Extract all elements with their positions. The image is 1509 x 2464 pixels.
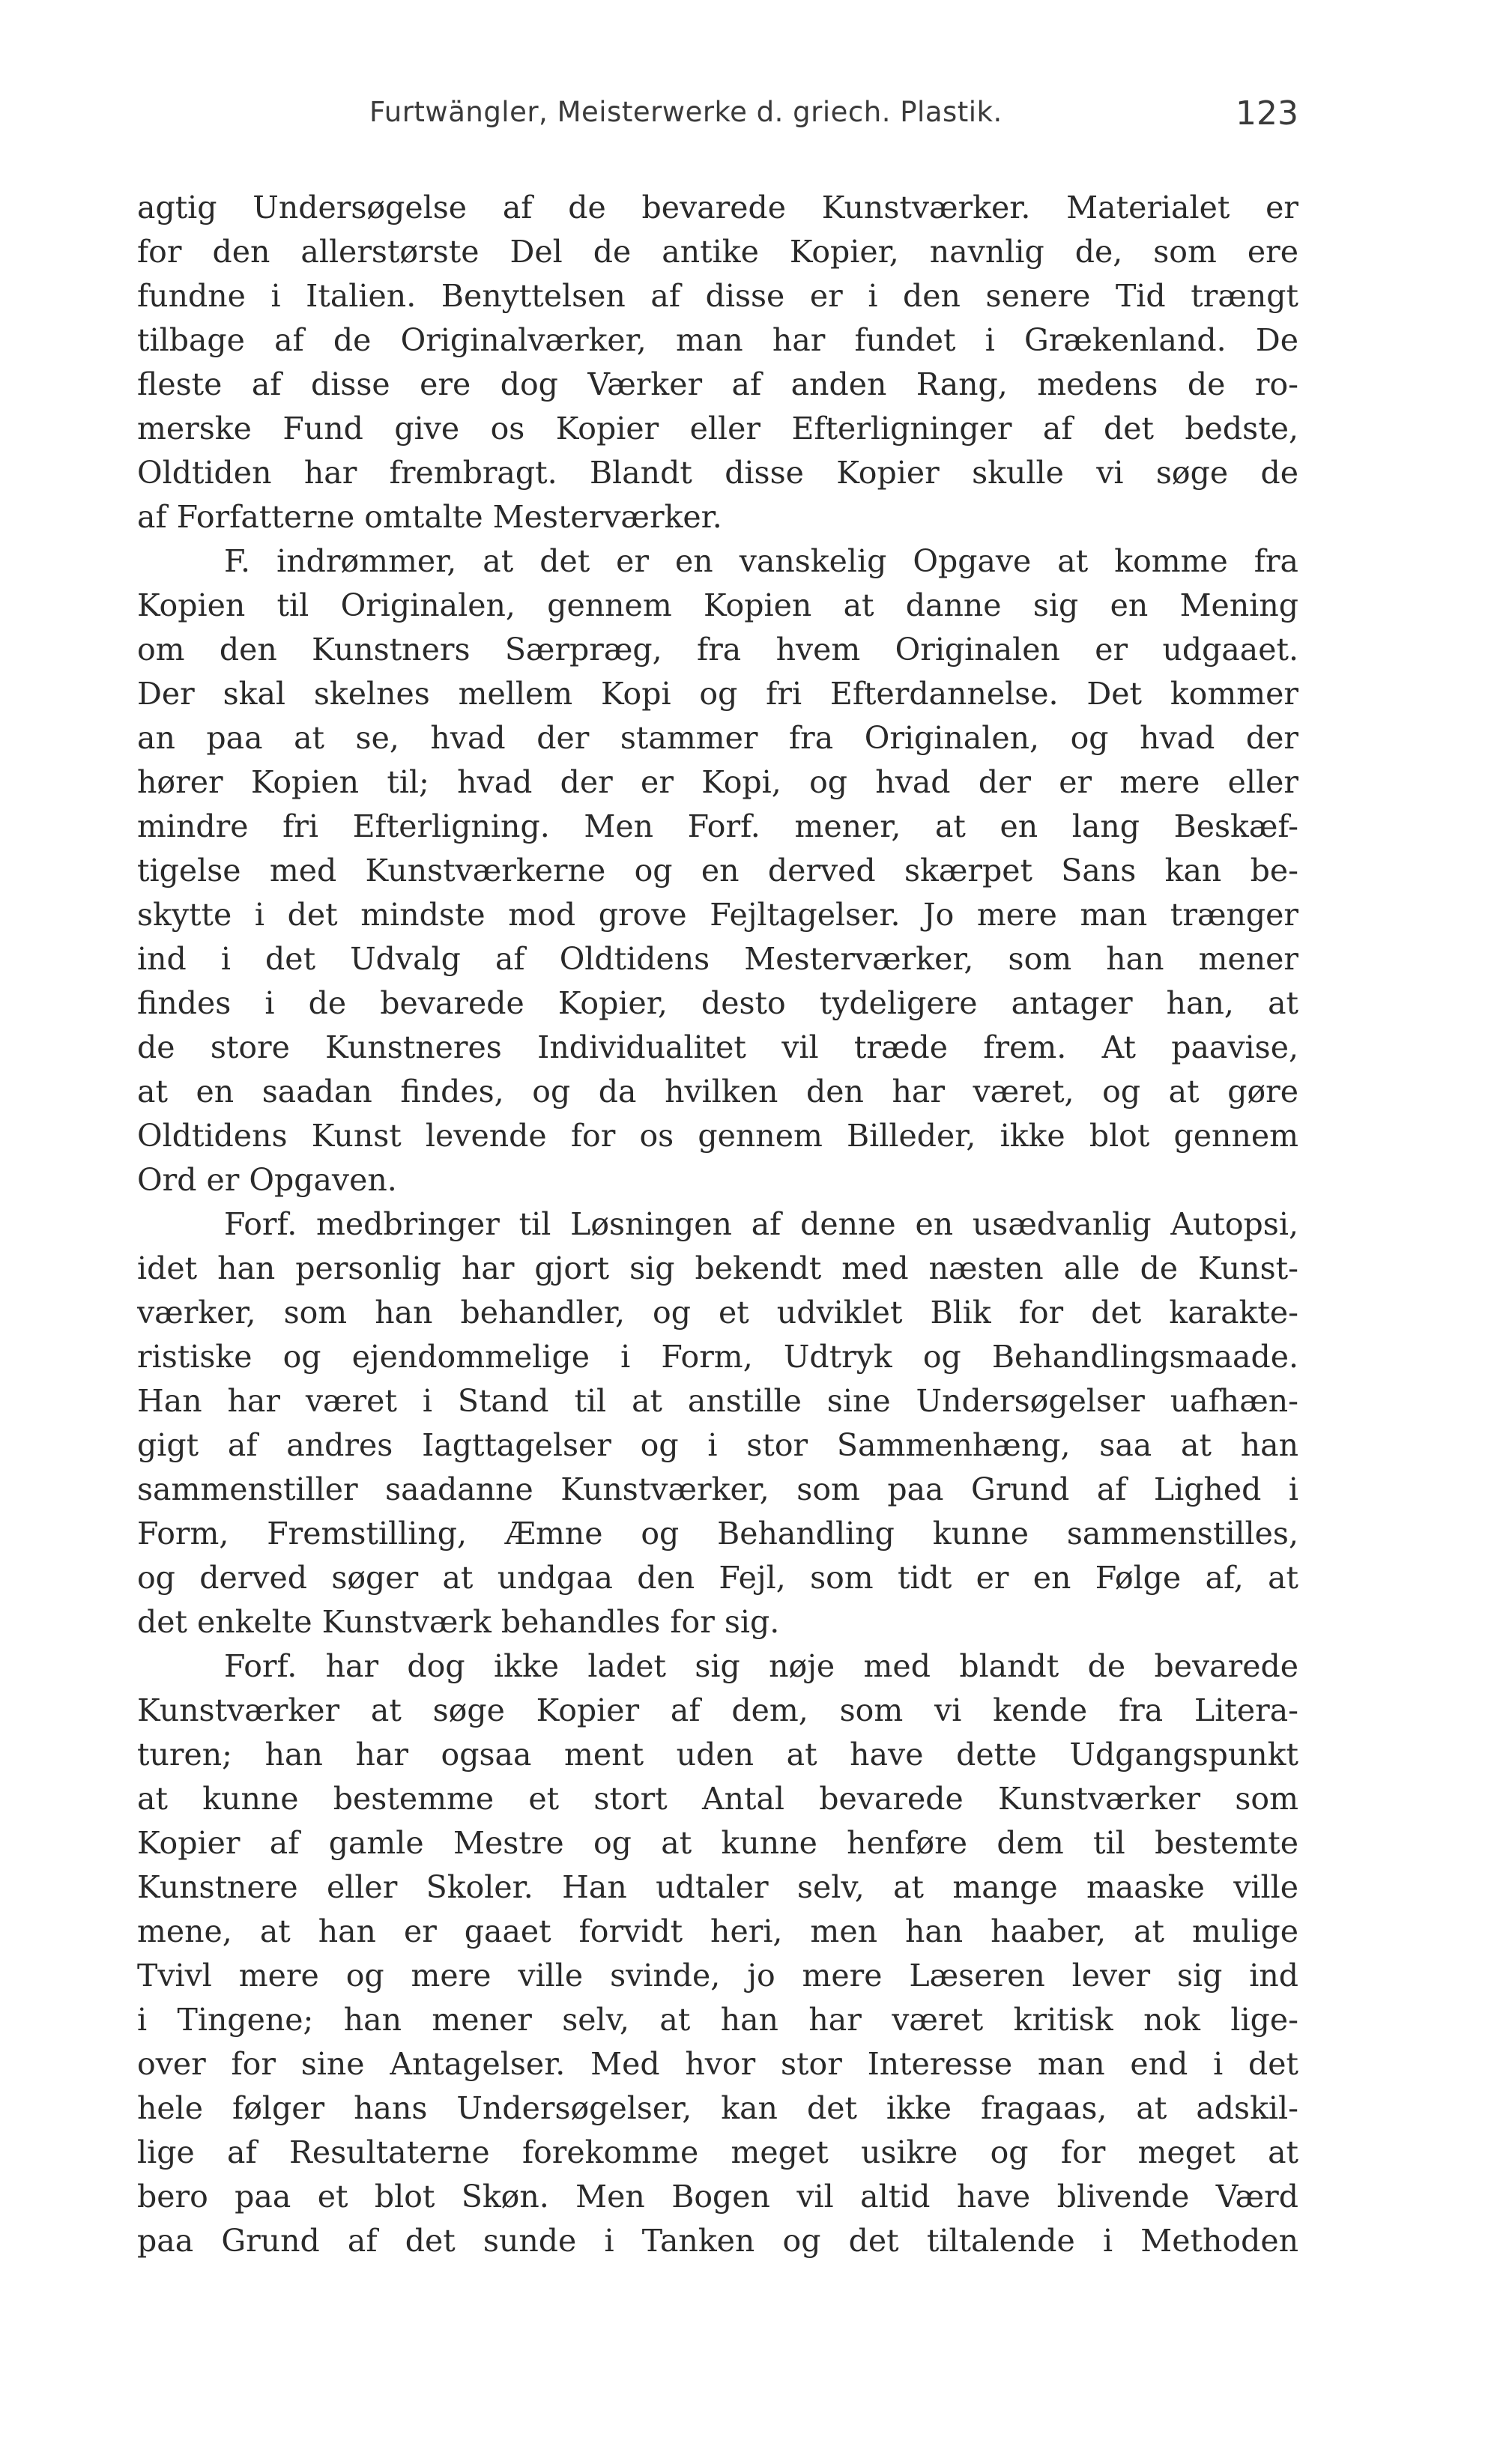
text-line: bero paa et blot Skøn. Men Bogen vil altid have blivende Værd <box>137 2179 1298 2215</box>
text-line: Forf. medbringer til Løsningen af denne en usædvanlig Autopsi, <box>224 1206 1298 1242</box>
text-line: Der skal skelnes mellem Kopi og fri Efterdannelse. Det kommer <box>137 676 1298 712</box>
text-line: tilbage af de Originalværker, man har fundet i Grækenland. De <box>137 322 1298 358</box>
text-line: Kopien til Originalen, gennem Kopien at danne sig en Mening <box>137 587 1298 623</box>
text-line: i Tingene; han mener selv, at han har været kritisk nok lige- <box>137 2002 1298 2038</box>
text-line: Ord er Opgaven. <box>137 1162 397 1198</box>
text-line: gigt af andres Iagttagelser og i stor Sammenhæng, saa at han <box>137 1427 1298 1463</box>
text-line: paa Grund af det sunde i Tanken og det tiltalende i Methoden <box>137 2223 1298 2259</box>
text-line: Oldtiden har frembragt. Blandt disse Kopier skulle vi søge de <box>137 455 1298 491</box>
text-line: at kunne bestemme et stort Antal bevarede Kunstværker som <box>137 1781 1298 1817</box>
text-line: værker, som han behandler, og et udviklet Blik for det karakte- <box>137 1295 1298 1331</box>
running-head <box>137 96 1298 141</box>
text-line: for den allerstørste Del de antike Kopier, navnlig de, som ere <box>137 234 1298 270</box>
text-line: an paa at se, hvad der stammer fra Originalen, og hvad der <box>137 720 1298 756</box>
text-line: Kopier af gamle Mestre og at kunne henføre dem til bestemte <box>137 1825 1298 1861</box>
text-line: og derved søger at undgaa den Fejl, som tidt er en Følge af, at <box>137 1560 1298 1596</box>
text-line: fundne i Italien. Benyttelsen af disse er i den senere Tid trængt <box>137 278 1298 314</box>
text-line: tigelse med Kunstværkerne og en derved skærpet Sans kan be- <box>137 853 1298 889</box>
text-line: Forf. har dog ikke ladet sig nøje med blandt de bevarede <box>224 1648 1298 1684</box>
text-line: ristiske og ejendommelige i Form, Udtryk og Behandlingsmaade. <box>137 1339 1298 1375</box>
text-line: idet han personlig har gjort sig bekendt med næsten alle de Kunst- <box>137 1250 1298 1286</box>
text-line: agtig Undersøgelse af de bevarede Kunstværker. Materialet er <box>137 190 1298 225</box>
text-line: mindre fri Efterligning. Men Forf. mener, at en lang Beskæf- <box>137 808 1298 844</box>
text-line: fleste af disse ere dog Værker af anden Rang, medens de ro- <box>137 366 1298 402</box>
text-line: det enkelte Kunstværk behandles for sig. <box>137 1604 780 1640</box>
page-number: 123 <box>1236 94 1298 133</box>
text-line: turen; han har ogsaa ment uden at have dette Udgangspunkt <box>137 1737 1298 1773</box>
text-line: Kunstnere eller Skoler. Han udtaler selv, at mange maaske ville <box>137 1869 1298 1905</box>
text-line: Oldtidens Kunst levende for os gennem Billeder, ikke blot gennem <box>137 1118 1298 1154</box>
text-line: sammenstiller saadanne Kunstværker, som paa Grund af Lighed i <box>137 1471 1298 1507</box>
text-line: merske Fund give os Kopier eller Efterligninger af det bedste, <box>137 411 1298 447</box>
text-line: skytte i det mindste mod grove Fejltagelser. Jo mere man trænger <box>137 897 1298 933</box>
text-line: om den Kunstners Særpræg, fra hvem Originalen er udgaaet. <box>137 632 1298 668</box>
text-line: at en saadan findes, og da hvilken den har været, og at gøre <box>137 1074 1298 1110</box>
text-line: Tvivl mere og mere ville svinde, jo mere Læseren lever sig ind <box>137 1958 1298 1994</box>
text-line: findes i de bevarede Kopier, desto tydeligere antager han, at <box>137 985 1298 1021</box>
text-line: lige af Resultaterne forekomme meget usikre og for meget at <box>137 2134 1298 2170</box>
text-line: mene, at han er gaaet forvidt heri, men han haaber, at mulige <box>137 1913 1298 1949</box>
text-line: Form, Fremstilling, Æmne og Behandling kunne sammenstilles, <box>137 1516 1298 1552</box>
text-line: F. indrømmer, at det er en vanskelig Opgave at komme fra <box>224 543 1298 579</box>
text-line: de store Kunstneres Individualitet vil træde frem. At paavise, <box>137 1029 1298 1065</box>
text-line: Kunstværker at søge Kopier af dem, som vi kende fra Litera- <box>137 1692 1298 1728</box>
text-line: over for sine Antagelser. Med hvor stor Interesse man end i det <box>137 2046 1298 2082</box>
text-line: hele følger hans Undersøgelser, kan det ikke fragaas, at adskil- <box>137 2090 1298 2126</box>
text-line: af Forfatterne omtalte Mesterværker. <box>137 499 722 535</box>
body-text <box>137 186 1298 2263</box>
text-line: hører Kopien til; hvad der er Kopi, og hvad der er mere eller <box>137 764 1298 800</box>
text-line: Han har været i Stand til at anstille sine Undersøgelser uafhæn- <box>137 1383 1298 1419</box>
text-line: ind i det Udvalg af Oldtidens Mesterværker, som han mener <box>137 941 1298 977</box>
running-title: Furtwängler, Meisterwerke d. griech. Plastik. <box>369 96 1003 128</box>
